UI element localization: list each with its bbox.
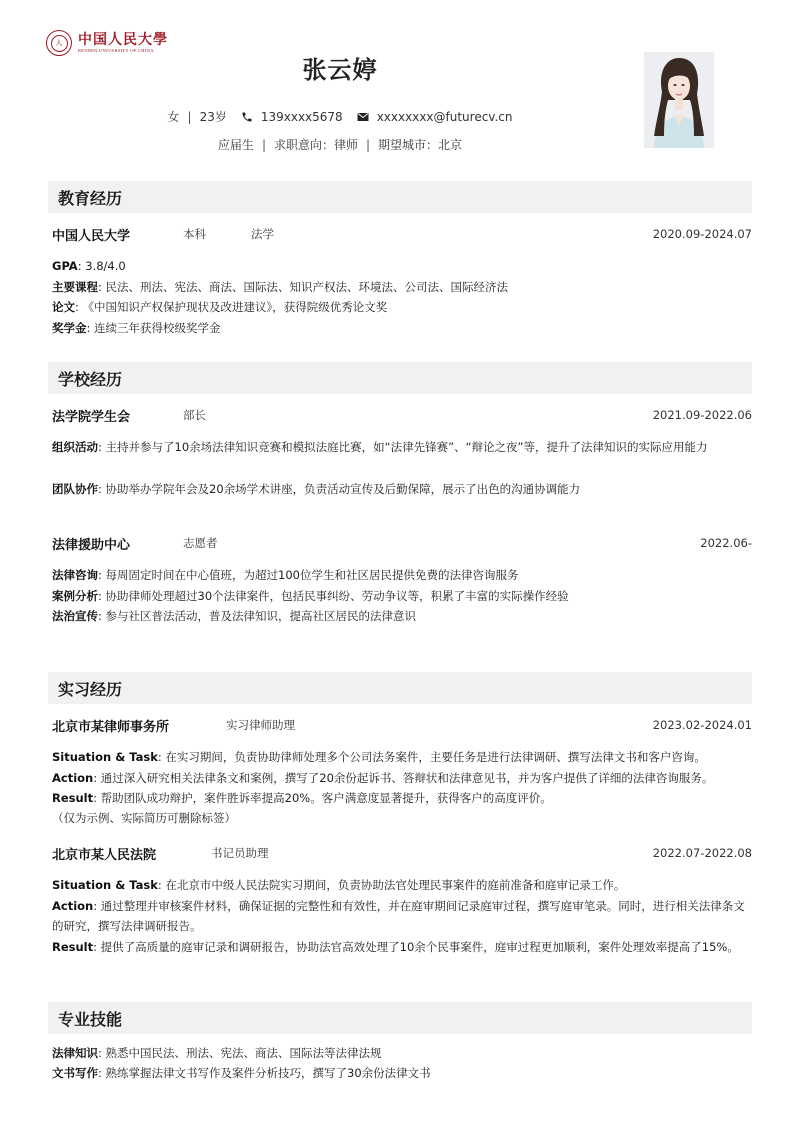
job-intent: 求职意向：律师 — [273, 138, 358, 152]
internship-date: 2022.07-2022.08 — [652, 846, 752, 860]
section-internship: 实习经历 — [48, 672, 752, 704]
school-line: 组织活动: 主持并参与了10余场法律知识竞赛和模拟法庭比赛，如“法律先锋赛”、“辩论之夜”等，提升了法律知识的实际应用能力 — [52, 440, 708, 454]
internship-line: Action: 通过整理并审核案件材料，确保证据的完整性和有效性，并在庭审期间记录庭审过程，撰写庭审笔录。同时，进行相关法律条文的研究，撰写法律调研报告。 — [52, 899, 745, 933]
phone-icon — [241, 111, 253, 123]
school-date: 2021.09-2022.06 — [652, 408, 752, 422]
profile-photo — [644, 52, 714, 148]
status: 应届生 — [217, 138, 254, 152]
section-skills: 专业技能 — [48, 1002, 752, 1034]
internship-entry-head — [52, 715, 752, 735]
internship-note: （仅为示例、实际简历可删除标签） — [52, 811, 236, 825]
school-line: 法律咨询: 每周固定时间在中心值班，为超过100位学生和社区居民提供免费的法律咨询服务 — [52, 568, 519, 582]
skill-line: 法律知识: 熟悉中国民法、刑法、宪法、商法、国际法等法律法规 — [52, 1046, 382, 1060]
degree: 本科 — [183, 227, 206, 241]
age: 23岁 — [199, 110, 227, 124]
org-name: 法律援助中心 — [52, 537, 131, 553]
role: 部长 — [183, 408, 206, 422]
org-name: 北京市某人民法院 — [52, 847, 157, 863]
internship-line: Situation & Task: 在北京市中级人民法院实习期间，负责协助法官处理民事案件的庭前准备和庭审记录工作。 — [52, 878, 626, 892]
internship-date: 2023.02-2024.01 — [652, 718, 752, 732]
job-intent-line: 应届生 | 求职意向：律师 | 期望城市：北京 — [217, 137, 463, 152]
school-entry-head — [52, 533, 752, 553]
education-date: 2020.09-2024.07 — [652, 227, 752, 241]
internship-line: Result: 提供了高质量的庭审记录和调研报告，协助法官高效处理了10余个民事案件，庭审过程更加顺利，案件处理效率提高了15%。 — [52, 940, 739, 954]
phone-number[interactable]: 139xxxx5678 — [260, 109, 343, 124]
education-line: 奖学金: 连续三年获得校级奖学金 — [52, 321, 221, 335]
gender: 女 — [167, 110, 180, 124]
education-line: GPA: 3.8/4.0 — [52, 259, 126, 273]
section-school: 学校经历 — [48, 362, 752, 394]
role: 志愿者 — [183, 536, 218, 550]
internship-line: Situation & Task: 在实习期间，负责协助律师处理多个公司法务案件，主要任务是进行法律调研、撰写法律文书和客户咨询。 — [52, 750, 706, 764]
major: 法学 — [251, 227, 274, 241]
email-address[interactable]: xxxxxxxx@futurecv.cn — [376, 109, 513, 124]
org-name: 法学院学生会 — [52, 409, 131, 425]
role: 实习律师助理 — [226, 718, 295, 732]
section-education: 教育经历 — [48, 181, 752, 213]
email-icon — [357, 112, 369, 122]
education-line: 主要课程: 民法、刑法、宪法、商法、国际法、知识产权法、环境法、公司法、国际经济法 — [52, 280, 509, 294]
logo-chinese-name: 中国人民大學 — [78, 31, 168, 48]
role: 书记员助理 — [211, 846, 269, 860]
school-entry-head — [52, 405, 752, 425]
school-date: 2022.06- — [700, 536, 752, 550]
education-line: 论文: 《中国知识产权保护现状及改进建议》，获得院级优秀论文奖 — [52, 300, 388, 314]
university-seal-icon: 人 — [46, 30, 72, 56]
expected-city: 期望城市：北京 — [378, 138, 463, 152]
org-name: 北京市某律师事务所 — [52, 719, 170, 735]
internship-line: Action: 通过深入研究相关法律条文和案例，撰写了20余份起诉书、答辩状和法律意见书，并为客户提供了详细的法律咨询服务。 — [52, 771, 714, 785]
internship-entry-head — [52, 843, 752, 863]
candidate-name: 张云婷 — [302, 56, 378, 84]
school-name: 中国人民大学 — [52, 228, 131, 244]
logo-english-name: RENMIN UNIVERSITY OF CHINA — [78, 47, 154, 53]
contact-line: 女 | 23岁 139xxxx5678 xxxxxxxx@futurecv.cn — [167, 109, 513, 124]
skill-line: 文书写作: 熟练掌握法律文书写作及案件分析技巧，撰写了30余份法律文书 — [52, 1066, 431, 1080]
school-line: 团队协作: 协助举办学院年会及20余场学术讲座，负责活动宣传及后勤保障，展示了出色的沟通协调能力 — [52, 482, 581, 496]
school-line: 法治宣传: 参与社区普法活动，普及法律知识，提高社区居民的法律意识 — [52, 609, 417, 623]
internship-line: Result: 帮助团队成功辩护，案件胜诉率提高20%。客户满意度显著提升，获得客户的高度评价。 — [52, 791, 552, 805]
school-line: 案例分析: 协助律师处理超过30个法律案件，包括民事纠纷、劳动争议等，积累了丰富的实际操作经验 — [52, 589, 569, 603]
education-entry-head — [52, 224, 752, 244]
